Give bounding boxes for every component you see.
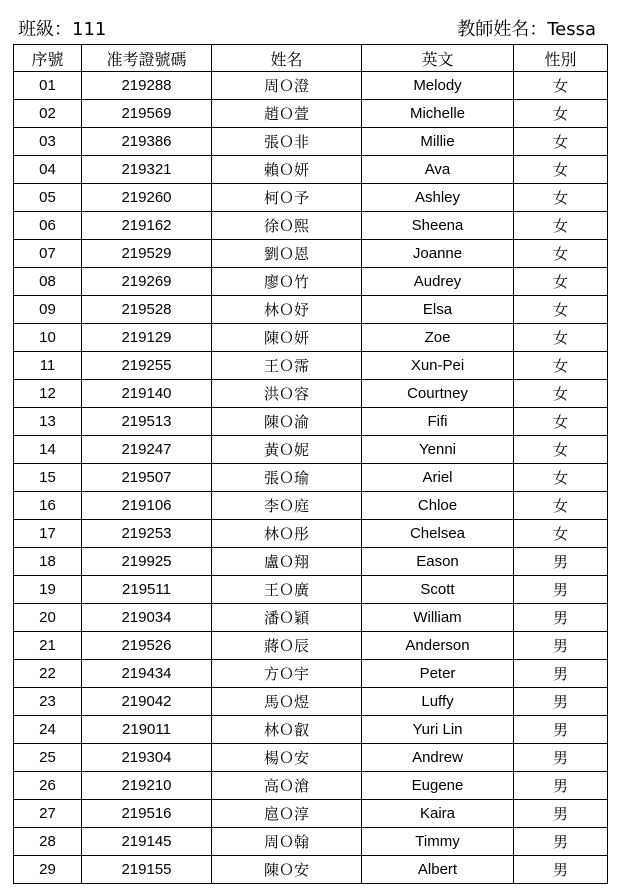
table-row: [14, 380, 608, 408]
cell-seq: 23: [14, 688, 82, 716]
table-row: [14, 576, 608, 604]
cell-name: 柯Ｏ予: [212, 184, 362, 212]
cell-gender: 女: [514, 296, 608, 324]
cell-exam-number: 219288: [82, 72, 212, 100]
teacher-label: 教師姓名：Tessa: [457, 19, 596, 40]
cell-english-name: Peter: [362, 660, 514, 688]
cell-english-name: Yuri Lin: [362, 716, 514, 744]
cell-exam-number: 219145: [82, 828, 212, 856]
cell-exam-number: 219210: [82, 772, 212, 800]
table-row: [14, 520, 608, 548]
cell-gender: 女: [514, 520, 608, 548]
cell-english-name: Elsa: [362, 296, 514, 324]
cell-name: 陳Ｏ渝: [212, 408, 362, 436]
cell-gender: 男: [514, 660, 608, 688]
cell-name: 林Ｏ妤: [212, 296, 362, 324]
cell-seq: 17: [14, 520, 82, 548]
cell-exam-number: 219247: [82, 436, 212, 464]
cell-english-name: Audrey: [362, 268, 514, 296]
cell-seq: 07: [14, 240, 82, 268]
cell-exam-number: 219386: [82, 128, 212, 156]
table-row: [14, 828, 608, 856]
table-row: [14, 492, 608, 520]
cell-english-name: Chelsea: [362, 520, 514, 548]
class-label: 班級：111: [18, 19, 107, 40]
cell-seq: 04: [14, 156, 82, 184]
cell-name: 張Ｏ非: [212, 128, 362, 156]
cell-english-name: Melody: [362, 72, 514, 100]
cell-gender: 男: [514, 716, 608, 744]
cell-seq: 26: [14, 772, 82, 800]
cell-gender: 女: [514, 212, 608, 240]
cell-exam-number: 219034: [82, 604, 212, 632]
cell-exam-number: 219260: [82, 184, 212, 212]
table-row: [14, 324, 608, 352]
cell-gender: 女: [514, 72, 608, 100]
cell-seq: 11: [14, 352, 82, 380]
cell-english-name: William: [362, 604, 514, 632]
cell-english-name: Eason: [362, 548, 514, 576]
cell-name: 李Ｏ庭: [212, 492, 362, 520]
column-header-gender: 性別: [514, 45, 608, 72]
cell-exam-number: 219507: [82, 464, 212, 492]
cell-exam-number: 219269: [82, 268, 212, 296]
column-header-exam-number: 准考證號碼: [82, 45, 212, 72]
cell-seq: 18: [14, 548, 82, 576]
cell-seq: 28: [14, 828, 82, 856]
cell-gender: 女: [514, 100, 608, 128]
table-row: [14, 156, 608, 184]
cell-gender: 男: [514, 856, 608, 884]
cell-seq: 19: [14, 576, 82, 604]
table-row: [14, 212, 608, 240]
cell-name: 蔣Ｏ辰: [212, 632, 362, 660]
cell-gender: 男: [514, 548, 608, 576]
cell-name: 張Ｏ瑜: [212, 464, 362, 492]
cell-exam-number: 219011: [82, 716, 212, 744]
cell-gender: 女: [514, 184, 608, 212]
table-row: [14, 800, 608, 828]
table-row: [14, 408, 608, 436]
cell-seq: 12: [14, 380, 82, 408]
table-row: [14, 436, 608, 464]
table-row: [14, 688, 608, 716]
cell-english-name: Xun-Pei: [362, 352, 514, 380]
cell-name: 王Ｏ廣: [212, 576, 362, 604]
table-row: [14, 464, 608, 492]
table-row: [14, 744, 608, 772]
cell-seq: 08: [14, 268, 82, 296]
cell-gender: 男: [514, 604, 608, 632]
cell-gender: 女: [514, 324, 608, 352]
cell-seq: 06: [14, 212, 82, 240]
table-row: [14, 716, 608, 744]
table-row: [14, 184, 608, 212]
cell-name: 林Ｏ彤: [212, 520, 362, 548]
cell-seq: 25: [14, 744, 82, 772]
cell-exam-number: 219529: [82, 240, 212, 268]
table-row: [14, 548, 608, 576]
cell-english-name: Albert: [362, 856, 514, 884]
cell-english-name: Timmy: [362, 828, 514, 856]
column-header-english-name: 英文: [362, 45, 514, 72]
table-row: [14, 352, 608, 380]
cell-name: 陳Ｏ妍: [212, 324, 362, 352]
table-row: [14, 604, 608, 632]
cell-exam-number: 219253: [82, 520, 212, 548]
cell-exam-number: 219162: [82, 212, 212, 240]
cell-name: 潘Ｏ穎: [212, 604, 362, 632]
cell-seq: 16: [14, 492, 82, 520]
cell-name: 周Ｏ翰: [212, 828, 362, 856]
cell-english-name: Eugene: [362, 772, 514, 800]
cell-gender: 女: [514, 128, 608, 156]
cell-gender: 男: [514, 772, 608, 800]
cell-english-name: Ariel: [362, 464, 514, 492]
cell-gender: 男: [514, 828, 608, 856]
student-roster-table: [13, 44, 608, 884]
cell-seq: 24: [14, 716, 82, 744]
cell-gender: 女: [514, 408, 608, 436]
cell-name: 林Ｏ叡: [212, 716, 362, 744]
table-header: [14, 45, 608, 72]
cell-name: 扈Ｏ淳: [212, 800, 362, 828]
cell-english-name: Sheena: [362, 212, 514, 240]
table-row: [14, 772, 608, 800]
cell-exam-number: 219528: [82, 296, 212, 324]
cell-english-name: Courtney: [362, 380, 514, 408]
cell-gender: 女: [514, 352, 608, 380]
cell-name: 馬Ｏ煜: [212, 688, 362, 716]
cell-name: 賴Ｏ妍: [212, 156, 362, 184]
cell-english-name: Fifi: [362, 408, 514, 436]
cell-seq: 13: [14, 408, 82, 436]
cell-exam-number: 219321: [82, 156, 212, 184]
table-row: [14, 632, 608, 660]
cell-exam-number: 219434: [82, 660, 212, 688]
page-header: [18, 14, 596, 42]
table-row: [14, 660, 608, 688]
cell-exam-number: 219255: [82, 352, 212, 380]
cell-exam-number: 219516: [82, 800, 212, 828]
cell-seq: 02: [14, 100, 82, 128]
cell-name: 盧Ｏ翔: [212, 548, 362, 576]
cell-gender: 女: [514, 268, 608, 296]
cell-gender: 女: [514, 240, 608, 268]
cell-exam-number: 219042: [82, 688, 212, 716]
table-row: [14, 100, 608, 128]
column-header-name: 姓名: [212, 45, 362, 72]
cell-english-name: Michelle: [362, 100, 514, 128]
cell-name: 周Ｏ澄: [212, 72, 362, 100]
cell-english-name: Luffy: [362, 688, 514, 716]
cell-english-name: Ashley: [362, 184, 514, 212]
cell-gender: 男: [514, 800, 608, 828]
cell-name: 洪Ｏ容: [212, 380, 362, 408]
cell-exam-number: 219925: [82, 548, 212, 576]
cell-exam-number: 219304: [82, 744, 212, 772]
cell-name: 趙Ｏ萱: [212, 100, 362, 128]
cell-english-name: Anderson: [362, 632, 514, 660]
cell-name: 陳Ｏ安: [212, 856, 362, 884]
cell-seq: 20: [14, 604, 82, 632]
cell-seq: 15: [14, 464, 82, 492]
cell-gender: 女: [514, 464, 608, 492]
cell-name: 方Ｏ宇: [212, 660, 362, 688]
cell-english-name: Yenni: [362, 436, 514, 464]
cell-english-name: Chloe: [362, 492, 514, 520]
cell-exam-number: 219140: [82, 380, 212, 408]
cell-seq: 05: [14, 184, 82, 212]
cell-exam-number: 219106: [82, 492, 212, 520]
cell-exam-number: 219155: [82, 856, 212, 884]
cell-seq: 03: [14, 128, 82, 156]
table-row: [14, 240, 608, 268]
cell-exam-number: 219569: [82, 100, 212, 128]
cell-name: 王Ｏ霈: [212, 352, 362, 380]
cell-english-name: Ava: [362, 156, 514, 184]
table-row: [14, 296, 608, 324]
table-body: [14, 72, 608, 884]
cell-name: 黃Ｏ妮: [212, 436, 362, 464]
cell-seq: 09: [14, 296, 82, 324]
cell-english-name: Joanne: [362, 240, 514, 268]
cell-exam-number: 219513: [82, 408, 212, 436]
cell-seq: 27: [14, 800, 82, 828]
cell-gender: 男: [514, 632, 608, 660]
table-row: [14, 268, 608, 296]
cell-name: 劉Ｏ恩: [212, 240, 362, 268]
cell-english-name: Zoe: [362, 324, 514, 352]
cell-gender: 女: [514, 380, 608, 408]
table-row: [14, 128, 608, 156]
cell-seq: 29: [14, 856, 82, 884]
cell-seq: 10: [14, 324, 82, 352]
table-row: [14, 856, 608, 884]
cell-seq: 01: [14, 72, 82, 100]
cell-gender: 男: [514, 576, 608, 604]
column-header-seq: 序號: [14, 45, 82, 72]
table-row: [14, 72, 608, 100]
cell-english-name: Millie: [362, 128, 514, 156]
cell-gender: 男: [514, 688, 608, 716]
cell-exam-number: 219526: [82, 632, 212, 660]
cell-english-name: Kaira: [362, 800, 514, 828]
cell-name: 徐Ｏ熙: [212, 212, 362, 240]
cell-name: 楊Ｏ安: [212, 744, 362, 772]
cell-exam-number: 219129: [82, 324, 212, 352]
cell-name: 廖Ｏ竹: [212, 268, 362, 296]
cell-seq: 21: [14, 632, 82, 660]
cell-gender: 男: [514, 744, 608, 772]
cell-gender: 女: [514, 436, 608, 464]
cell-exam-number: 219511: [82, 576, 212, 604]
cell-seq: 14: [14, 436, 82, 464]
cell-gender: 女: [514, 156, 608, 184]
cell-english-name: Scott: [362, 576, 514, 604]
cell-gender: 女: [514, 492, 608, 520]
cell-name: 高Ｏ滄: [212, 772, 362, 800]
header-row: [14, 45, 608, 72]
cell-english-name: Andrew: [362, 744, 514, 772]
cell-seq: 22: [14, 660, 82, 688]
